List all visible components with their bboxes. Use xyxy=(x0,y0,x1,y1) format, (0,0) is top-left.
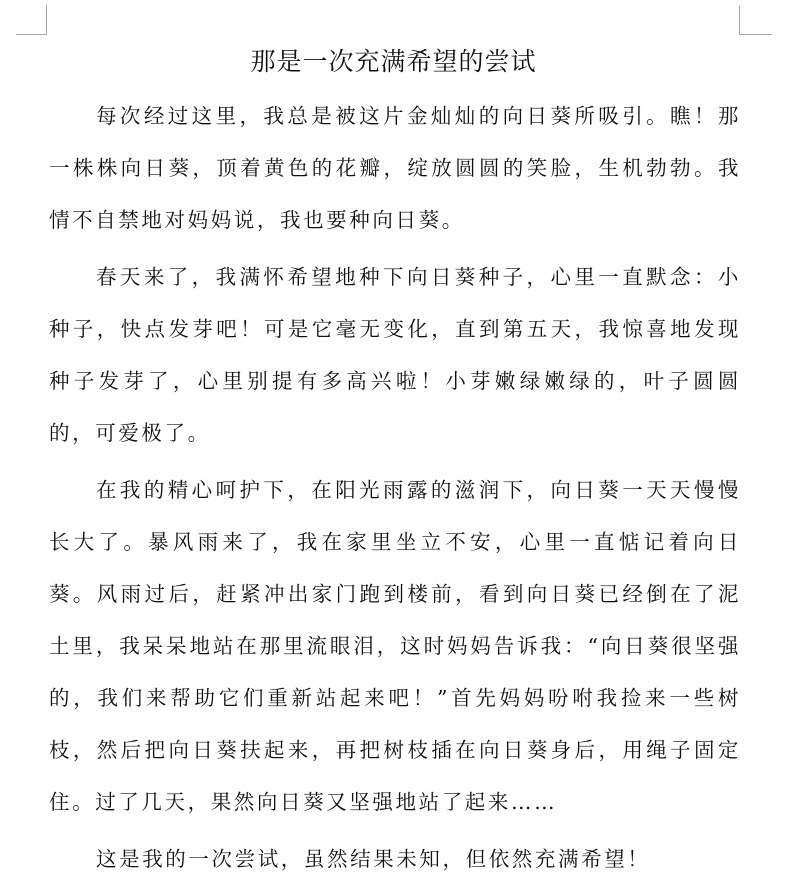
paragraph: 春天来了，我满怀希望地种下向日葵种子，心里一直默念：小种子，快点发芽吧！可是它毫无变化，直到第五天，我惊喜地发现种子发芽了，心里别提有多高兴啦！小芽嫩绿嫩绿的，叶子圆圆的，可爱极了。 xyxy=(49,265,741,445)
top-left-margin-mark xyxy=(16,5,47,35)
document-title: 那是一次充满希望的尝试 xyxy=(250,47,537,76)
document-body xyxy=(49,90,741,890)
paragraph: 每次经过这里，我总是被这片金灿灿的向日葵所吸引。瞧！那一株株向日葵，顶着黄色的花瓣，绽放圆圆的笑脸，生机勃勃。我情不自禁地对妈妈说，我也要种向日葵。 xyxy=(49,104,741,232)
paragraph: 在我的精心呵护下，在阳光雨露的滋润下，向日葵一天天慢慢长大了。暴风雨来了，我在家里坐立不安，心里一直惦记着向日葵。风雨过后，赶紧冲出家门跑到楼前，看到向日葵已经倒在了泥土里，我呆呆地站在那里流眼泪，这时妈妈告诉我：“向日葵很坚强的，我们来帮助它们重新站起来吧！”首先妈妈吩咐我捡来一些树枝，然后把向日葵扶起来，再把树枝插在向日葵身后，用绳子固定住。过了几天，果然向日葵又坚强地站了起来…… xyxy=(49,478,741,814)
top-right-margin-mark xyxy=(739,5,772,35)
paragraph: 这是我的一次尝试，虽然结果未知，但依然充满希望！ xyxy=(96,847,651,871)
